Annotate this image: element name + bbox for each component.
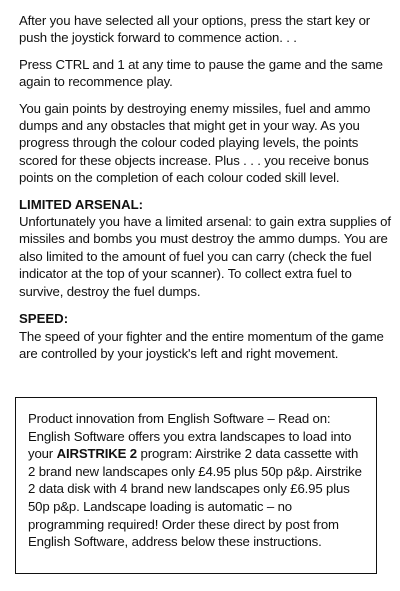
offer-text-details: program: Airstrike 2 data cassette with 2 brand new landscapes only £4.95 plus 50p p&p. Airstrike 2 data disk with 4 brand new landscapes only £6.95 plus 50p p&p. Landscape loading is automatic – no programming required! Order these direct by post from English Software, address below these instructions. — [28, 446, 362, 550]
speed-section — [19, 310, 391, 362]
limited-arsenal-body: Unfortunately you have a limited arsenal: to gain extra supplies of missiles and bombs you must destroy the ammo dumps. You are also limited to the amount of fuel you can carry (check the fuel indicator at the top of your scanner). To collect extra fuel to survive, destroy the fuel dumps. — [19, 214, 391, 299]
limited-arsenal-section — [19, 196, 391, 300]
limited-arsenal-heading: LIMITED ARSENAL: — [19, 196, 144, 212]
scoring-paragraph: You gain points by destroying enemy missiles, fuel and ammo dumps and any obstacles that might get in your way. As you progress through the colour coded playing levels, the points scored for these objects increase. Plus . . . you receive bonus points on the completion of each colour coded skill level. — [19, 100, 371, 186]
instructions-page — [19, 12, 391, 372]
product-offer-box — [15, 397, 377, 574]
pause-instructions-paragraph: Press CTRL and 1 at any time to pause the game and the same again to recommence play. — [19, 56, 383, 90]
product-name: AIRSTRIKE 2 — [56, 446, 137, 462]
speed-heading: SPEED: — [19, 311, 69, 327]
speed-body: The speed of your fighter and the entire momentum of the game are controlled by your joystick's left and right movement. — [19, 328, 384, 361]
offer-text-intro: Product innovation from English Software – Read on: English Software offers you extra landscapes to load into your — [28, 411, 352, 462]
start-instructions-paragraph: After you have selected all your options, press the start key or push the joystick forward to commence action. . . — [19, 13, 371, 46]
